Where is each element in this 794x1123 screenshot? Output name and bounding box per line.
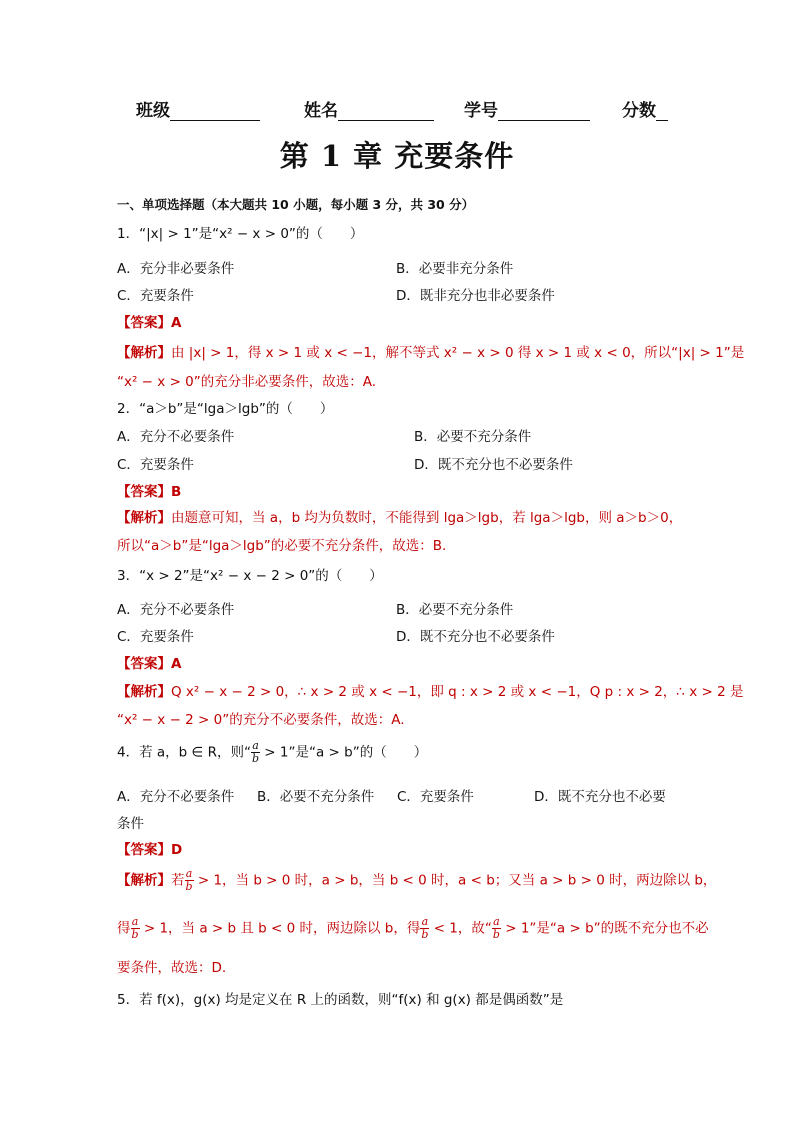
question-1-analysis-line-1 — [117, 344, 744, 362]
answer-value: A — [171, 315, 182, 331]
fraction-numerator: a — [252, 739, 259, 752]
student-id-field — [464, 96, 590, 121]
analysis-tag: 【解析】 — [117, 345, 171, 361]
answer-tag: 【答案】 — [117, 484, 171, 500]
question-4-option-b: B．必要不充分条件 — [257, 789, 375, 805]
question-4-option-d-continued: 条件 — [117, 816, 144, 832]
stem-text: > 1”是“a > b”的（ ） — [260, 744, 428, 761]
question-2-analysis-line-2: 所以“a＞b”是“lga＞lgb”的必要不充分条件，故选：B. — [117, 538, 447, 554]
name-label: 姓名 — [304, 101, 338, 121]
answer-value: A — [171, 656, 182, 672]
analysis-text: Q x² − x − 2 > 0，∴ x > 2 或 x < −1，即 q : x > 2 或 x < −1，Q p : x > 2，∴ x > 2 是 — [171, 684, 744, 700]
id-label: 学号 — [464, 101, 498, 121]
analysis-text: 由 |x| > 1，得 x > 1 或 x < −1，解不等式 x² − x > 0 得 x > 1 或 x < 0，所以“|x| > 1”是 — [171, 345, 745, 361]
analysis-text: < 1，故“ — [429, 920, 492, 937]
question-3-option-a: A．充分不必要条件 — [117, 602, 235, 618]
question-1-answer — [117, 314, 181, 332]
question-3-analysis-line-2: “x² − x − 2 > 0”的充分不必要条件，故选：A. — [117, 712, 405, 728]
section-heading: 一、单项选择题（本大题共 10 小题，每小题 3 分，共 30 分） — [117, 197, 475, 212]
question-2-answer — [117, 483, 181, 501]
score-label: 分数 — [622, 101, 656, 121]
fraction-denominator: b — [421, 928, 429, 941]
fraction-a-over-b — [492, 916, 501, 941]
question-2-option-a: A．充分不必要条件 — [117, 429, 235, 445]
score-field — [622, 96, 668, 121]
question-3-option-b: B．必要不充分条件 — [396, 602, 514, 618]
fraction-numerator: a — [185, 867, 193, 880]
fraction-a-over-b — [251, 740, 260, 765]
score-blank — [656, 102, 668, 121]
question-1-option-a: A．充分非必要条件 — [117, 261, 235, 277]
id-blank — [498, 102, 590, 121]
analysis-text: 由题意可知，当 a，b 均为负数时，不能得到 lga＞lgb，若 lga＞lgb，则 a＞b＞0， — [171, 510, 683, 526]
stem-text: 4．若 a，b ∈ R，则“ — [117, 744, 251, 761]
question-1-analysis-line-2: “x² − x > 0”的充分非必要条件，故选：A. — [117, 374, 377, 390]
fraction-a-over-b — [131, 916, 140, 941]
chapter-title: 第 1 章 充要条件 — [279, 139, 515, 173]
fraction-numerator: a — [131, 915, 139, 928]
analysis-tag: 【解析】 — [117, 872, 171, 889]
question-2-stem: 2．“a＞b”是“lga＞lgb”的（ ） — [117, 401, 334, 417]
answer-tag: 【答案】 — [117, 656, 171, 672]
question-3-option-c: C．充要条件 — [117, 629, 194, 645]
student-info-header — [0, 96, 794, 124]
fraction-denominator: b — [185, 880, 193, 893]
question-5-stem: 5．若 f(x)，g(x) 均是定义在 R 上的函数，则“f(x) 和 g(x) 都是偶函数”是 — [117, 992, 564, 1008]
question-4-analysis-line-1 — [117, 868, 716, 893]
question-4-option-c: C．充要条件 — [397, 789, 474, 805]
question-2-option-d: D．既不充分也不必要条件 — [414, 457, 573, 473]
fraction-denominator: b — [131, 928, 139, 941]
question-1-option-d: D．既非充分也非必要条件 — [396, 288, 555, 304]
question-3-answer — [117, 655, 181, 673]
question-1-option-c: C．充要条件 — [117, 288, 194, 304]
answer-value: D — [171, 842, 183, 858]
answer-tag: 【答案】 — [117, 315, 171, 331]
question-4-option-a: A．充分不必要条件 — [117, 789, 235, 805]
question-1-stem: 1．“|x| > 1”是“x² − x > 0”的（ ） — [117, 226, 364, 242]
analysis-text: > 1，当 a > b 且 b < 0 时，两边除以 b，得 — [139, 920, 421, 937]
fraction-a-over-b — [185, 868, 194, 893]
answer-value: B — [171, 484, 182, 500]
question-4-option-d: D．既不充分也不必要 — [534, 789, 666, 805]
class-blank — [170, 102, 260, 121]
question-4-analysis-line-3: 要条件，故选：D. — [117, 960, 227, 976]
question-3-analysis-line-1 — [117, 683, 743, 701]
analysis-text: > 1”是“a > b”的既不充分也不必 — [500, 920, 709, 937]
analysis-tag: 【解析】 — [117, 510, 171, 526]
name-blank — [338, 102, 434, 121]
question-4-answer — [117, 841, 182, 859]
analysis-text: 若 — [171, 872, 185, 889]
question-4-stem — [117, 740, 427, 765]
class-field — [136, 96, 260, 121]
question-2-analysis-line-1 — [117, 509, 682, 527]
question-3-option-d: D．既不充分也不必要条件 — [396, 629, 555, 645]
question-4-analysis-line-2 — [117, 916, 709, 941]
question-3-stem: 3．“x > 2”是“x² − x − 2 > 0”的（ ） — [117, 568, 383, 584]
analysis-text: 得 — [117, 920, 131, 937]
analysis-tag: 【解析】 — [117, 684, 171, 700]
name-field — [304, 96, 434, 121]
question-2-option-b: B．必要不充分条件 — [414, 429, 532, 445]
fraction-numerator: a — [421, 915, 429, 928]
fraction-denominator: b — [492, 928, 500, 941]
answer-tag: 【答案】 — [117, 842, 171, 858]
question-1-option-b: B．必要非充分条件 — [396, 261, 514, 277]
fraction-denominator: b — [251, 752, 259, 765]
class-label: 班级 — [136, 101, 170, 121]
analysis-text: > 1，当 b > 0 时，a > b，当 b < 0 时，a < b；又当 a > b > 0 时，两边除以 b， — [193, 872, 717, 889]
fraction-numerator: a — [493, 915, 500, 928]
question-2-option-c: C．充要条件 — [117, 457, 194, 473]
